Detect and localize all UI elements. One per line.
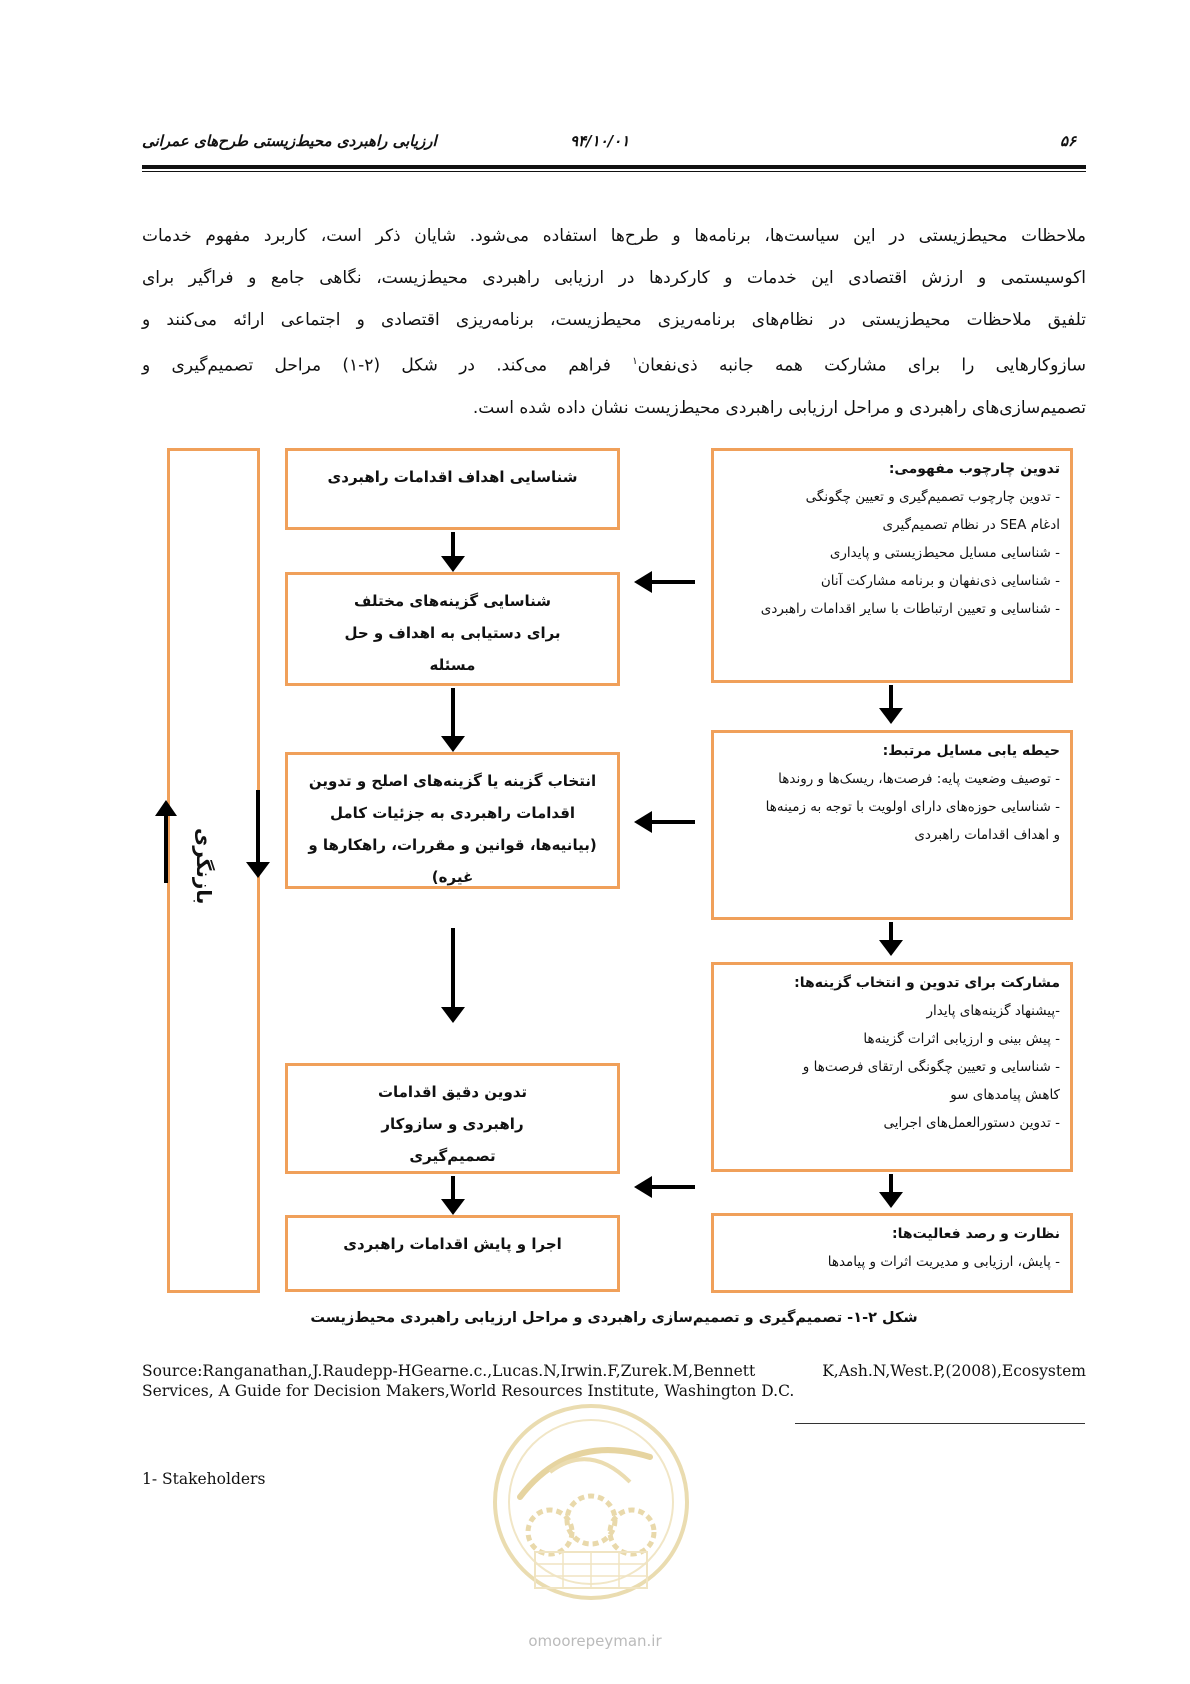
review-up-arrow-shaft	[164, 808, 168, 883]
right-step-3-item: - پیش بینی و ارزیابی اثرات گزینه‌ها	[863, 1031, 1060, 1047]
header-rule-thin	[142, 171, 1086, 172]
watermark-logo	[480, 1402, 702, 1602]
left-arrow-shaft	[650, 820, 695, 824]
page-title: ارزیابی راهبردی محیط‌زیستی طرح‌های عمرانی	[142, 132, 437, 150]
down-arrow-head	[441, 1007, 465, 1023]
watermark-text: omoorepeyman.ir	[528, 1632, 662, 1650]
right-step-3-title: مشارکت برای تدوین و انتخاب گزینه‌ها:	[794, 975, 1060, 991]
left-step-2: شناسایی گزینه‌های مختلف برای دستیابی به اهداف و حل مسئله	[285, 572, 620, 686]
paragraph-line: تصمیم‌سازی‌های راهبردی و مراحل ارزیابی راهبردی محیط‌زیست نشان داده شده است.	[472, 397, 1086, 418]
right-step-1-title: تدوین چارچوب مفهومی:	[888, 461, 1060, 477]
left-arrow-head	[634, 1176, 652, 1198]
paragraph-line: تلفیق ملاحظات محیط‌زیستی در نظام‌های برنامه‌ریزی محیط‌زیست، برنامه‌ریزی اقتصادی و اجتماعی ارائه می‌کنند و	[142, 310, 1086, 330]
paragraph-line-part: فراهم می‌کند. در شکل (۲-۱) مراحل تصمیم‌گیری و	[142, 355, 611, 376]
paragraph-line	[142, 341, 1086, 387]
right-step-3-item: - شناسایی و تعیین چگونگی ارتقای فرصت‌ها و	[802, 1059, 1060, 1075]
paragraph-line: ملاحظات محیط‌زیستی در این سیاست‌ها، برنامه‌ها و طرح‌ها استفاده می‌شود. شایان ذکر است، کاربرد مفهوم خدمات	[142, 226, 1086, 246]
footnote-rule	[795, 1423, 1085, 1424]
down-arrow-head	[441, 1199, 465, 1215]
down-arrow-head	[879, 940, 903, 956]
down-arrow-shaft	[451, 688, 455, 740]
right-step-2	[711, 730, 1073, 920]
left-arrow-shaft	[650, 1185, 695, 1189]
right-step-4-title: نظارت و رصد فعالیت‌ها:	[892, 1226, 1060, 1242]
left-step-4: تدوین دقیق اقدامات راهبردی و سازوکار تصمیم‌گیری	[285, 1063, 620, 1174]
left-step-3	[285, 752, 620, 889]
footnote-marker: ۱	[632, 356, 638, 367]
right-step-4-item: - پایش، ارزیابی و مدیریت اثرات و پیامدها	[827, 1254, 1060, 1270]
right-step-2-item: - شناسایی حوزه‌های دارای اولویت با توجه به زمینه‌ها	[765, 799, 1060, 815]
left-step-3-line: (بیانیه‌ها، قوانین و مقررات، راهکارها و غیره)	[308, 836, 597, 886]
right-step-1-item: - شناسایی ذی‌نفهان و برنامه مشارکت آنان	[820, 573, 1060, 589]
left-step-1: شناسایی اهداف اقدامات راهبردی	[285, 448, 620, 530]
left-step-3-line: انتخاب گزینه یا گزینه‌های اصلح و تدوین	[308, 772, 597, 790]
source-citation: Source:Ranganathan,J.Raudepp-HGearne.c.,Lucas.N,Irwin.F,Zurek.M,Bennett K,Ash.N,West.P,(2008),Ecosystem Services, A Guide for Decision Makers,World Resources Institute, Washington D.C.	[142, 1362, 1086, 1400]
down-arrow-head	[879, 708, 903, 724]
review-label: بازنگری	[192, 828, 216, 905]
footnote: 1- Stakeholders	[142, 1470, 266, 1488]
review-down-arrow-head	[246, 862, 270, 878]
right-step-2-item: - توصیف وضعیت پایه: فرصت‌ها، ریسک‌ها و روندها	[778, 771, 1060, 787]
review-down-arrow-shaft	[256, 790, 260, 865]
review-up-arrow-head	[155, 800, 177, 816]
right-step-2-title: حیطه یابی مسایل مرتبط:	[882, 743, 1060, 759]
right-step-3	[711, 962, 1073, 1172]
down-arrow-shaft	[451, 928, 455, 1011]
right-step-3-item: کاهش پیامدهای سو	[950, 1087, 1060, 1103]
page-date: ۹۴/۱۰/۰۱	[570, 132, 630, 150]
left-step-5: اجرا و پایش اقدامات راهبردی	[285, 1215, 620, 1292]
down-arrow-head	[441, 736, 465, 752]
left-step-3-line: اقدامات راهبردی به جزئیات کامل	[329, 804, 576, 822]
right-step-4	[711, 1213, 1073, 1293]
right-step-1-item: ادغام SEA در نظام تصمیم‌گیری	[882, 517, 1060, 533]
right-step-1	[711, 448, 1073, 683]
paragraph-line-part: سازوکارهایی را برای مشارکت همه جانبه ذی‌نفعان	[637, 355, 1086, 376]
figure-caption: شکل ۲-۱- تصمیم‌گیری و تصمیم‌سازی راهبردی و مراحل ارزیابی راهبردی محیط‌زیست	[310, 1310, 918, 1326]
right-step-2-item: و اهداف اقدامات راهبردی	[914, 827, 1060, 843]
right-step-1-item: - شناسایی مسایل محیط‌زیستی و پایداری	[829, 545, 1060, 561]
down-arrow-head	[441, 556, 465, 572]
down-arrow-head	[879, 1192, 903, 1208]
body-paragraph	[142, 215, 1086, 429]
right-step-1-item: - شناسایی و تعیین ارتباطات با سایر اقدامات راهبردی	[760, 601, 1060, 617]
right-step-1-item: - تدوین چارچوب تصمیم‌گیری و تعیین چگونگی	[805, 489, 1060, 505]
left-arrow-head	[634, 811, 652, 833]
right-step-3-item: -پیشنهاد گزینه‌های پایدار	[926, 1003, 1060, 1019]
page-number: ۵۶	[1060, 132, 1077, 150]
header-rule	[142, 165, 1086, 169]
right-step-3-item: - تدوین دستورالعمل‌های اجرایی	[883, 1115, 1060, 1131]
paragraph-line: اکوسیستمی و ارزش اقتصادی این خدمات و کارکردها در ارزیابی راهبردی محیط‌زیست، نگاهی جامع و فراگیر برای	[142, 268, 1086, 288]
left-arrow-shaft	[650, 580, 695, 584]
left-arrow-head	[634, 571, 652, 593]
